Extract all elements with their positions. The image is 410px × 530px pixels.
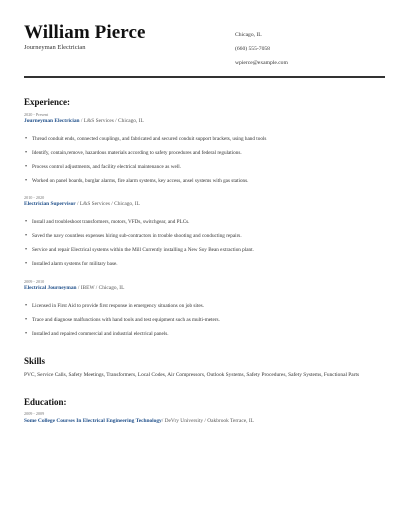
contact-location: Chicago, IL [235,32,262,38]
list-item: • Licensed in First Aid to provide first response in emergency situations on job sites. [24,303,384,317]
education-org: / DeVry University / Oakbrook Terrace, IL [161,418,254,424]
job-org: / IBEW / Chicago, IL [76,285,125,291]
skills-heading: Skills [24,356,46,366]
job-dates: 2010 - 2020 [24,195,45,200]
list-item: • Saved the navy countless expenses hiring sub-contractors in trouble shooting and conducting repairs. [24,233,384,247]
job-bullets [24,136,384,192]
job-org: / L&S Services / Chicago, IL [79,118,144,124]
list-item: • Installed and repaired commercial and industrial electrical panels. [24,331,384,345]
job-role: Electrician Supervisor [24,201,76,207]
skills-list: PVC, Service Calls, Safety Meetings, Transformers, Local Codes, Air Compressors, Outlook Systems, Safety Procedures, Safety Systems, Functional Parts [24,372,360,378]
education-dates: 2009 - 2009 [24,411,45,416]
contact-phone: (660) 555-7058 [235,46,270,52]
experience-heading: Experience: [24,97,70,107]
candidate-name: William Pierce [24,22,146,43]
job-dates: 2009 - 2010 [24,279,45,284]
education-line [24,418,254,424]
list-item: • Worked on panel boards, burglar alarms, fire alarm systems, key access, ansel systems with gas stations. [24,178,384,192]
job-role: Journeyman Electrician [24,118,80,124]
list-item: • Installed alarm systems for military base. [24,261,384,275]
job-bullets [24,219,384,275]
job-bullets [24,303,384,345]
contact-block [235,28,288,70]
education-program: Some College Courses In Electrical Engineering Technology [24,418,162,424]
list-item: • Install and troubleshoot transformers, motors, VFDs, switchgear, and PLCs. [24,219,384,233]
job-title-line [24,201,140,207]
education-heading: Education: [24,397,67,407]
job-dates: 2020 - Present [24,112,49,117]
job-title-line [24,118,144,124]
list-item: • Identify, contain,remove, hazardous materials according to safety procedures and federal regulations. [24,150,384,164]
list-item: • Thread conduit ends, connected couplings, and fabricated and secured conduit support brackets, using hand tools [24,136,384,150]
job-role: Electrical Journeyman [24,285,77,291]
contact-email[interactable]: wpierce@example.com [235,60,288,66]
candidate-title: Journeyman Electrician [24,44,86,51]
job-title-line [24,285,124,291]
list-item: • Service and repair Electrical systems within the Mill Currently installing a New Soy Bean extraction plant. [24,247,384,261]
job-org: / L&S Services / Chicago, IL [75,201,140,207]
list-item: • Process control adjustments, and facility electrical maintenance as well. [24,164,384,178]
list-item: • Trace and diagnose malfunctions with hand tools and test equipment such as multi-meters. [24,317,384,331]
header-divider [24,76,385,78]
